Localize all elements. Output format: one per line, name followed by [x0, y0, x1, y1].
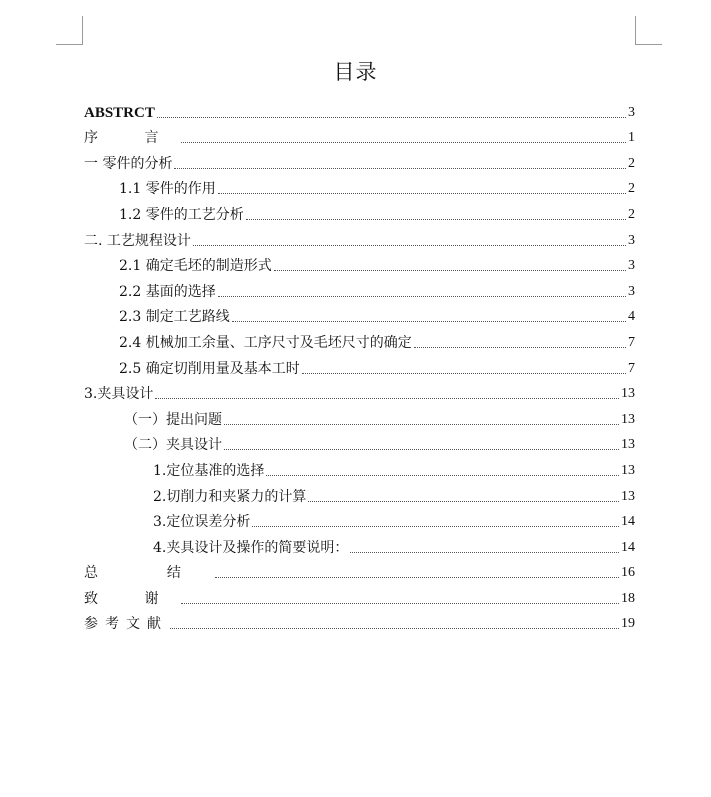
toc-entry-2-2[interactable] [84, 275, 635, 301]
toc-entry-references[interactable] [84, 608, 635, 634]
toc-entry-label: 1.2 零件的工艺分析 [119, 206, 244, 223]
toc-entry-label: 参考文献 [84, 616, 168, 633]
toc-dot-leader [218, 296, 626, 297]
toc-entry-page: 2 [628, 206, 635, 222]
toc-entry-label: 2.1 确定毛坯的制造形式 [119, 258, 272, 275]
toc-entry-page: 14 [621, 514, 635, 530]
toc-entry-label: 一 零件的分析 [84, 155, 173, 172]
toc-entry-label: （二）夹具设计 [124, 437, 222, 454]
toc-entry-label: 2.3 制定工艺路线 [119, 309, 230, 326]
toc-dot-leader [308, 501, 619, 502]
toc-entry-operation-notes[interactable] [84, 531, 635, 557]
toc-entry-label: 2.切削力和夹紧力的计算 [153, 488, 307, 505]
toc-entry-label: 1.定位基准的选择 [153, 462, 265, 479]
table-of-contents [84, 96, 635, 633]
toc-entry-page: 1 [628, 130, 635, 146]
toc-entry-page: 3 [628, 104, 635, 120]
toc-dot-leader [302, 373, 626, 374]
toc-dot-leader [170, 628, 619, 629]
toc-entry-label: 2.4 机械加工余量、工序尺寸及毛坯尺寸的确定 [119, 334, 412, 351]
toc-dot-leader [215, 577, 619, 578]
toc-dot-leader [155, 398, 619, 399]
toc-entry-page: 2 [628, 155, 635, 171]
toc-entry-2-3[interactable] [84, 301, 635, 327]
toc-entry-part-analysis[interactable] [84, 147, 635, 173]
toc-entry-page: 3 [628, 283, 635, 299]
toc-dot-leader [232, 321, 626, 322]
toc-entry-acknowledgements[interactable] [84, 582, 635, 608]
toc-entry-2-1[interactable] [84, 250, 635, 276]
toc-entry-label: 3.夹具设计 [84, 386, 154, 403]
toc-entry-1-2[interactable] [84, 198, 635, 224]
toc-entry-page: 3 [628, 258, 635, 274]
toc-dot-leader [174, 168, 626, 169]
toc-entry-label: 3.定位误差分析 [153, 514, 251, 531]
toc-dot-leader [266, 475, 619, 476]
toc-entry-page: 13 [621, 462, 635, 478]
toc-entry-label: 致 谢 [84, 590, 180, 607]
toc-entry-2-4[interactable] [84, 326, 635, 352]
toc-entry-label: 2.2 基面的选择 [119, 283, 216, 300]
toc-dot-leader [246, 219, 626, 220]
page-corner-mark-top-left [56, 16, 83, 45]
toc-entry-force-calculation[interactable] [84, 480, 635, 506]
toc-dot-leader [224, 449, 619, 450]
toc-entry-page: 13 [621, 488, 635, 504]
toc-dot-leader [181, 142, 626, 143]
toc-entry-1-1[interactable] [84, 173, 635, 199]
toc-entry-raise-question[interactable] [84, 403, 635, 429]
toc-dot-leader [181, 603, 619, 604]
toc-entry-label: 1.1 零件的作用 [119, 181, 216, 198]
toc-entry-page: 7 [628, 360, 635, 376]
toc-entry-fixture-design[interactable] [84, 378, 635, 404]
toc-dot-leader [252, 526, 619, 527]
toc-dot-leader [224, 424, 619, 425]
toc-entry-page: 18 [621, 590, 635, 606]
toc-entry-error-analysis[interactable] [84, 506, 635, 532]
toc-entry-2-5[interactable] [84, 352, 635, 378]
toc-entry-label: 序 言 [84, 130, 180, 147]
toc-dot-leader [193, 245, 626, 246]
toc-entry-label: 二. 工艺规程设计 [84, 232, 191, 249]
toc-entry-page: 13 [621, 437, 635, 453]
toc-entry-summary[interactable] [84, 557, 635, 583]
toc-dot-leader [274, 270, 626, 271]
toc-entry-label: 4.夹具设计及操作的简要说明： [153, 539, 349, 556]
toc-entry-page: 4 [628, 309, 635, 325]
toc-entry-label: 总 结 [84, 565, 214, 582]
toc-dot-leader [414, 347, 626, 348]
toc-entry-abstract[interactable] [84, 96, 635, 122]
toc-entry-page: 14 [621, 539, 635, 555]
toc-dot-leader [218, 193, 626, 194]
toc-entry-page: 7 [628, 334, 635, 350]
toc-entry-page: 13 [621, 411, 635, 427]
toc-entry-preface[interactable] [84, 122, 635, 148]
toc-entry-page: 2 [628, 181, 635, 197]
toc-entry-datum-selection[interactable] [84, 454, 635, 480]
toc-title: 目录 [333, 60, 378, 84]
page-corner-mark-top-right [635, 16, 662, 45]
toc-entry-label: 2.5 确定切削用量及基本工时 [119, 360, 300, 377]
toc-entry-page: 19 [621, 616, 635, 632]
toc-entry-fixture-design-sub[interactable] [84, 429, 635, 455]
toc-entry-page: 16 [621, 565, 635, 581]
toc-entry-label: ABSTRCT [84, 104, 155, 121]
toc-entry-page: 13 [621, 386, 635, 402]
toc-entry-page: 3 [628, 232, 635, 248]
toc-entry-process-design[interactable] [84, 224, 635, 250]
toc-entry-label: （一）提出问题 [124, 411, 222, 428]
toc-dot-leader [157, 117, 626, 118]
toc-dot-leader [350, 552, 619, 553]
